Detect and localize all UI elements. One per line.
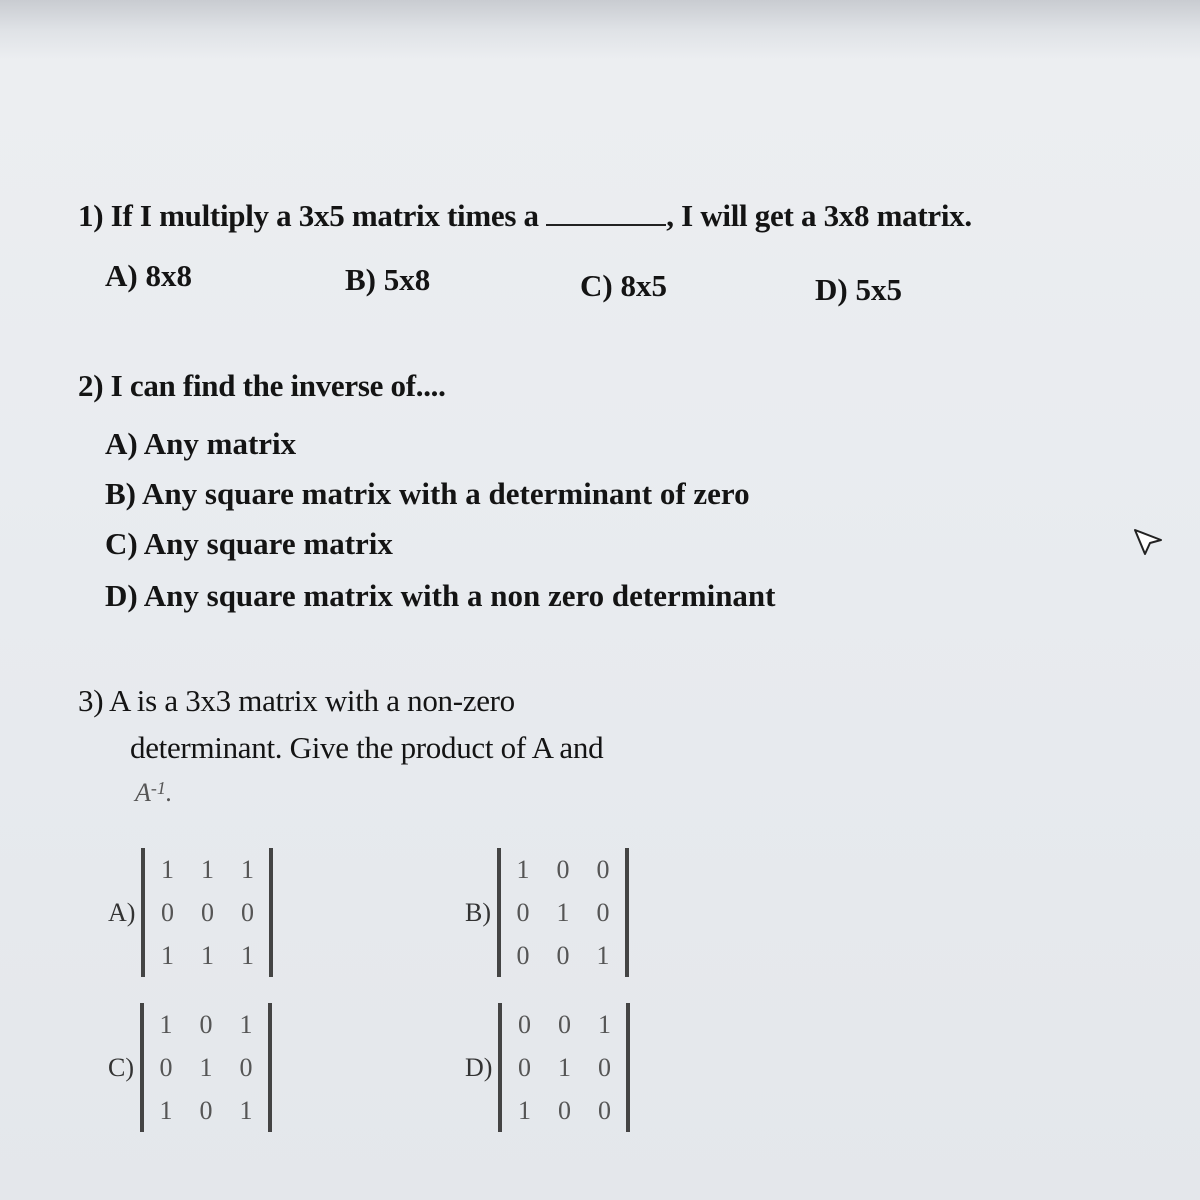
q1-option-c[interactable]: C) 8x5: [580, 268, 667, 303]
cell: 0: [557, 1095, 571, 1125]
matrix-a-symbol: A: [135, 778, 151, 807]
q3-option-d[interactable]: D) 0 0 1 0 1 0 1 0 0: [465, 1003, 630, 1132]
q2-option-d[interactable]: D) Any square matrix with a non zero determinant: [105, 578, 776, 613]
cell: 1: [516, 854, 530, 884]
cell: 0: [516, 897, 530, 927]
mouse-pointer-icon: [1133, 528, 1163, 561]
cell: 0: [240, 897, 254, 927]
cell: 1: [159, 1009, 173, 1039]
question-number: 1): [78, 198, 104, 233]
cell: 1: [159, 1095, 173, 1125]
cell: 0: [517, 1052, 531, 1082]
question-text-end: , I will get a 3x8 matrix.: [666, 198, 972, 233]
matrix: [498, 1003, 630, 1132]
q2-option-c[interactable]: C) Any square matrix: [105, 526, 393, 561]
cell: 0: [199, 1095, 213, 1125]
question-3-line3: $A^{-1}$.: [135, 778, 173, 807]
cell: 1: [517, 1095, 531, 1125]
cell: 1: [239, 1095, 253, 1125]
q2-option-b[interactable]: B) Any square matrix with a determinant of zero: [105, 476, 750, 511]
cell: 1: [597, 1009, 611, 1039]
q2-option-a[interactable]: A) Any matrix: [105, 426, 297, 461]
inverse-superscript: -1: [150, 778, 166, 798]
matrix: [140, 1003, 272, 1132]
cell: 1: [596, 940, 610, 970]
cell: 0: [517, 1009, 531, 1039]
q1-option-a[interactable]: A) 8x8: [105, 258, 192, 293]
question-3-line1: 3) A is a 3x3 matrix with a non-zero: [78, 683, 515, 718]
q3-option-b[interactable]: B) 1 0 0 0 1 0 0 0 1: [465, 848, 629, 977]
cell: 0: [556, 854, 570, 884]
cell: 0: [199, 1009, 213, 1039]
cell: 0: [596, 854, 610, 884]
q3-option-a[interactable]: A) 1 1 1 0 0 0 1 1 1: [108, 848, 273, 977]
cell: 1: [199, 1052, 213, 1082]
q1-option-b[interactable]: B) 5x8: [345, 262, 431, 297]
question-2: 2) I can find the inverse of....: [78, 368, 446, 403]
cell: 0: [597, 1095, 611, 1125]
matrix: [141, 848, 273, 977]
cell: 1: [556, 897, 570, 927]
q1-option-d[interactable]: D) 5x5: [815, 272, 902, 307]
question-text: If I multiply a 3x5 matrix times a: [110, 198, 539, 233]
q3-option-c[interactable]: C) 1 0 1 0 1 0 1 0 1: [108, 1003, 272, 1132]
cell: 0: [557, 1009, 571, 1039]
question-1: [78, 198, 972, 234]
cell: 1: [239, 1009, 253, 1039]
cell: 0: [160, 897, 174, 927]
cell: 0: [556, 940, 570, 970]
answer-blank: [546, 198, 666, 226]
cell: 1: [240, 940, 254, 970]
matrix: [497, 848, 629, 977]
cell: 0: [516, 940, 530, 970]
cell: 1: [200, 854, 214, 884]
cell: 1: [240, 854, 254, 884]
cell: 0: [596, 897, 610, 927]
cell: 1: [557, 1052, 571, 1082]
cell: 1: [160, 854, 174, 884]
cell: 0: [159, 1052, 173, 1082]
cell: 0: [597, 1052, 611, 1082]
cell: 1: [200, 940, 214, 970]
question-3-line2: determinant. Give the product of A and: [130, 730, 604, 765]
cell: 0: [200, 897, 214, 927]
cell: 0: [239, 1052, 253, 1082]
cell: 1: [160, 940, 174, 970]
